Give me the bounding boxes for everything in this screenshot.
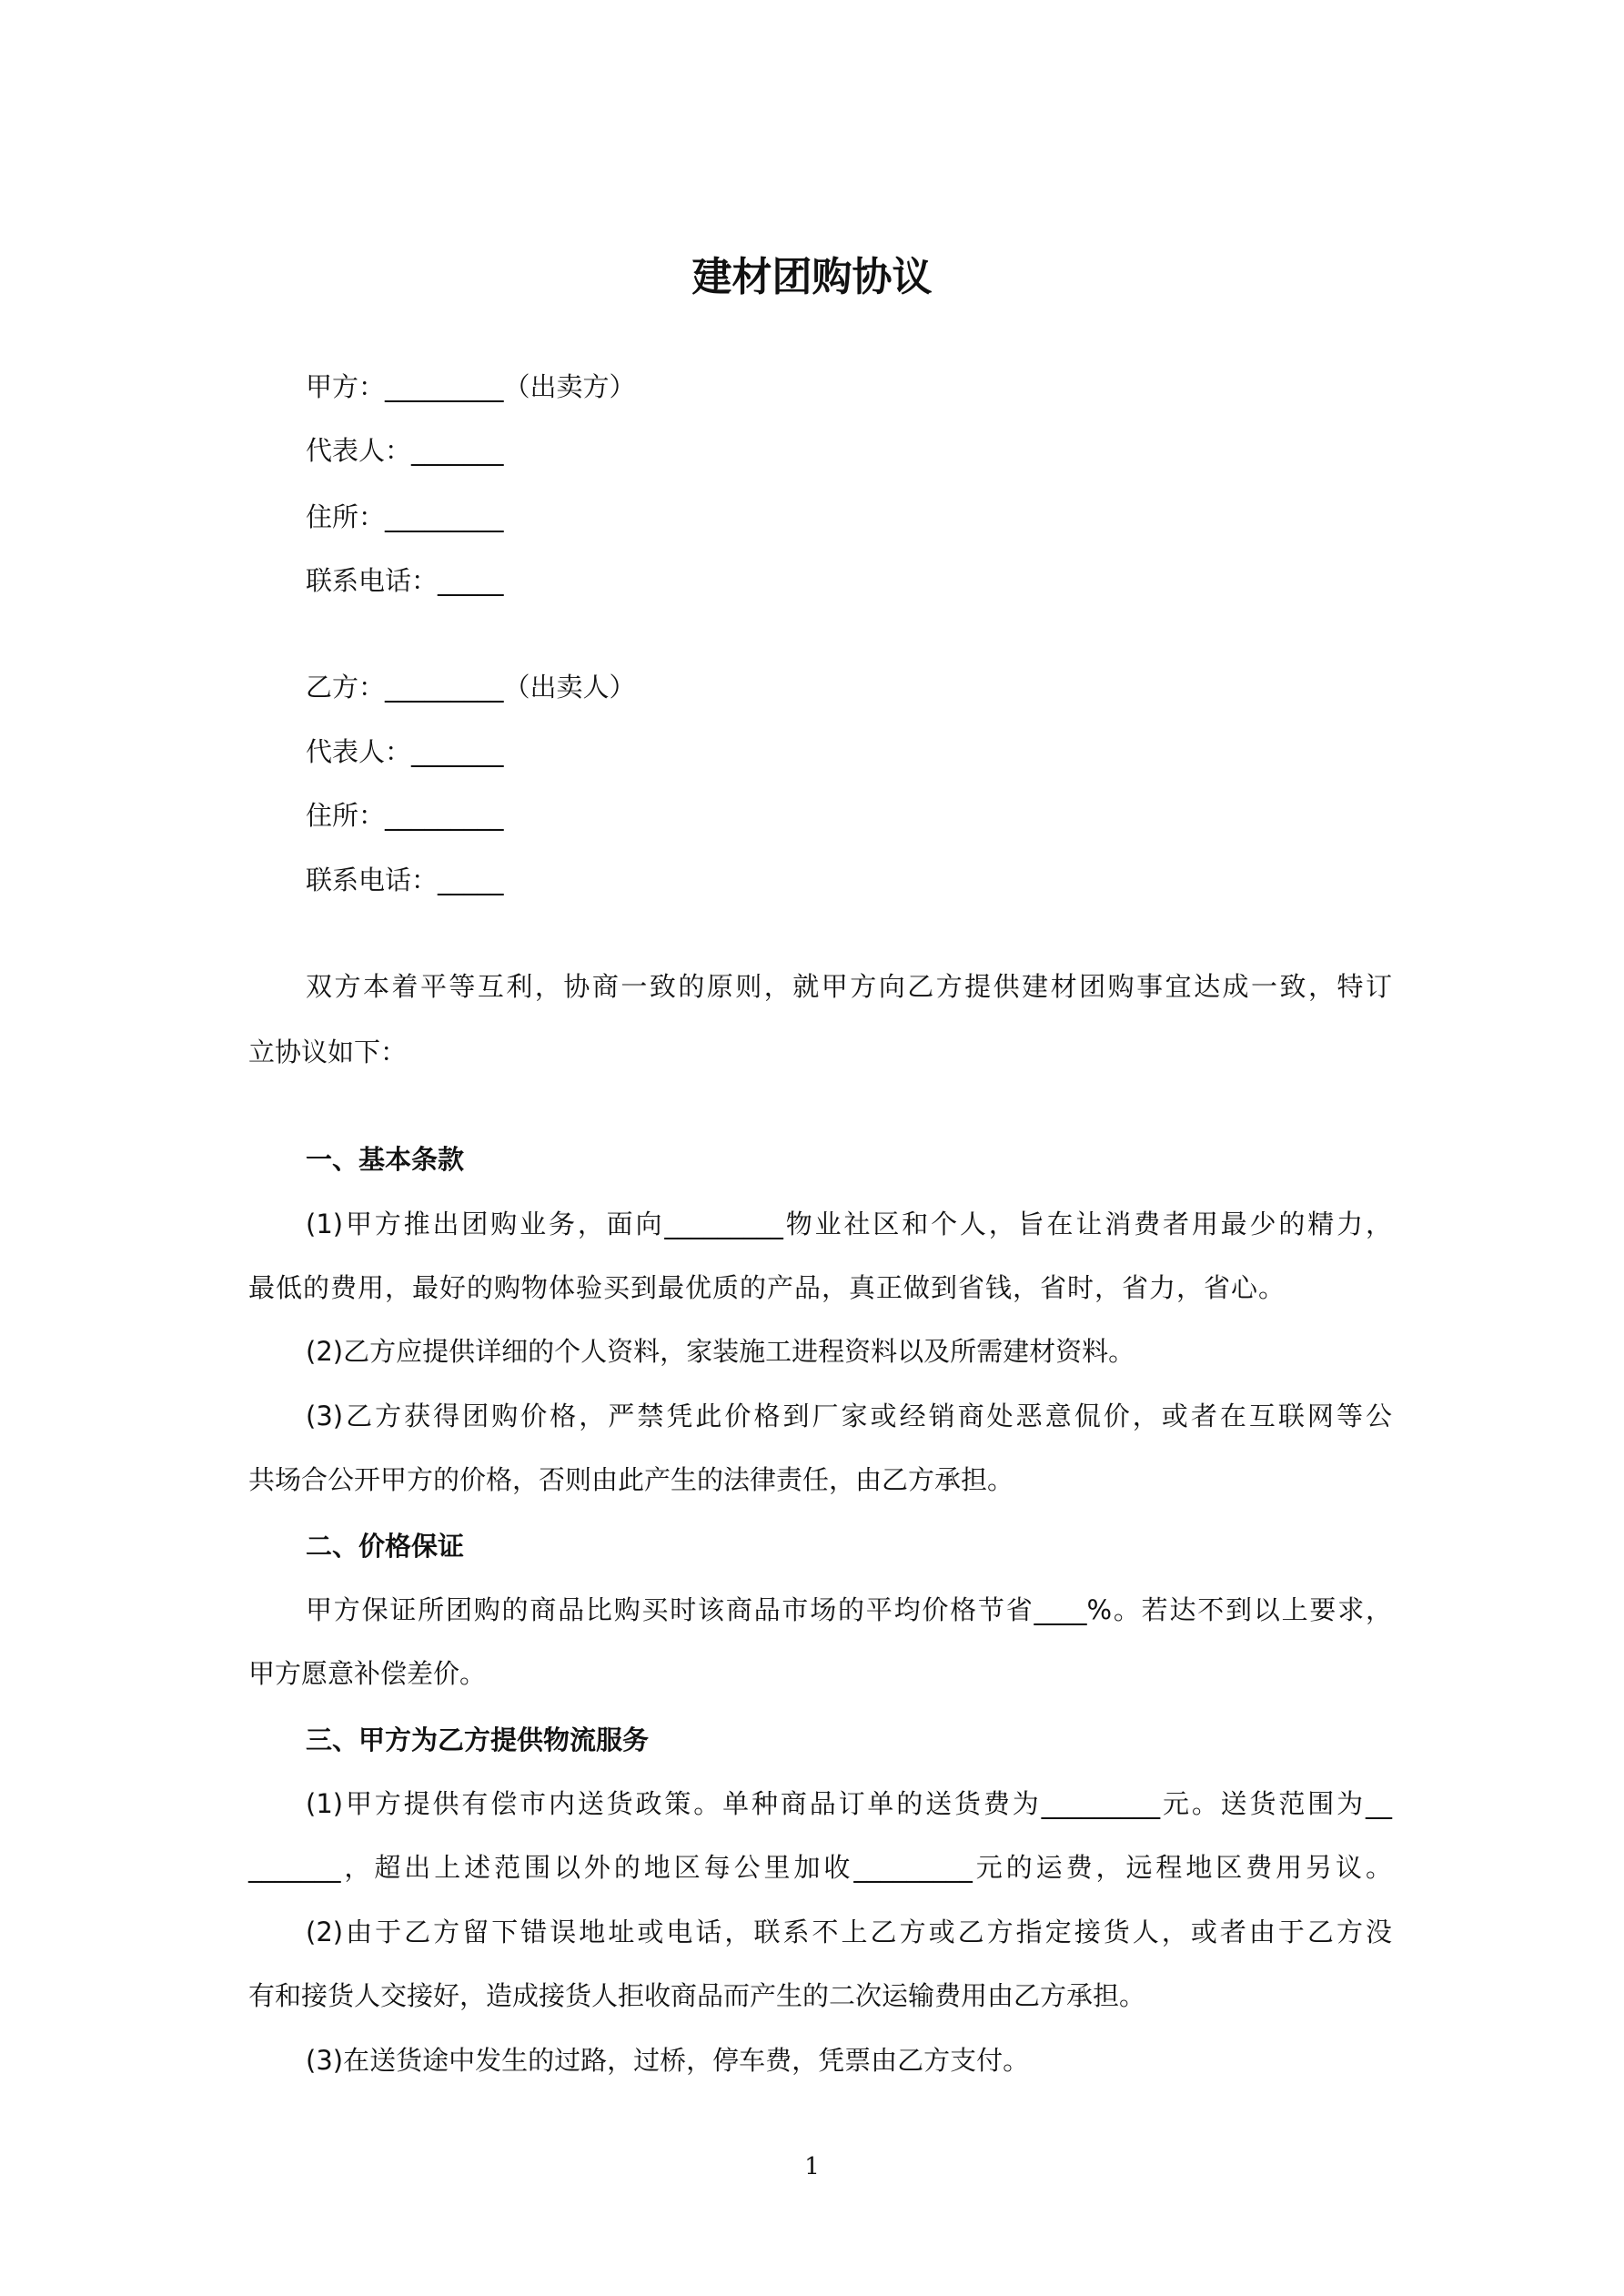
section-heading: 三、甲方为乙方提供物流服务: [306, 1725, 650, 1755]
page-number: 1: [804, 2153, 820, 2180]
party-a-phone: 联系电话：_____: [306, 565, 504, 596]
clause-line: 甲方愿意补偿差价。: [248, 1658, 487, 1689]
intro-line: 立协议如下：: [248, 1037, 408, 1067]
party-a-rep: 代表人：_______: [306, 435, 504, 466]
clause-line: _______，超出上述范围以外的地区每公里加收_________元的运费，远程地区费用另议。: [248, 1852, 1392, 1883]
clause-line: (1)甲方提供有偿市内送货政策。单种商品订单的送货费为_________元。送货范围为__: [306, 1788, 1392, 1819]
party-b-address: 住所：_________: [306, 800, 504, 831]
party-b-name: 乙方：_________（出卖人）: [306, 672, 636, 703]
intro-line: 双方本着平等互利，协商一致的原则，就甲方向乙方提供建材团购事宜达成一致，特订: [306, 971, 1392, 1002]
clause-line: (2)由于乙方留下错误地址或电话，联系不上乙方或乙方指定接货人，或者由于乙方没: [306, 1917, 1392, 1947]
clause-line: 共场合公开甲方的价格，否则由此产生的法律责任，由乙方承担。: [248, 1464, 1014, 1495]
clause-line: 甲方保证所团购的商品比购买时该商品市场的平均价格节省____%。若达不到以上要求，: [306, 1594, 1392, 1625]
clause-line: 有和接货人交接好，造成接货人拒收商品而产生的二次运输费用由乙方承担。: [248, 1980, 1146, 2011]
party-b-phone: 联系电话：_____: [306, 865, 504, 895]
clause-line: (2)乙方应提供详细的个人资料，家装施工进程资料以及所需建材资料。: [306, 1336, 1135, 1367]
clause-line: 最低的费用，最好的购物体验买到最优质的产品，真正做到省钱，省时，省力，省心。: [248, 1272, 1286, 1303]
clause-line: (1)甲方推出团购业务，面向_________物业社区和个人，旨在让消费者用最少的精力，: [306, 1209, 1392, 1239]
section-heading: 二、价格保证: [306, 1531, 465, 1562]
party-a-name: 甲方：_________（出卖方）: [306, 371, 636, 402]
section-heading: 一、基本条款: [306, 1144, 465, 1175]
clause-line: (3)乙方获得团购价格，严禁凭此价格到厂家或经销商处恶意侃价，或者在互联网等公: [306, 1401, 1392, 1431]
party-b-rep: 代表人：_______: [306, 736, 504, 767]
clause-line: (3)在送货途中发生的过路，过桥，停车费，凭票由乙方支付。: [306, 2045, 1030, 2076]
document-title: 建材团购协议: [691, 254, 933, 300]
party-a-address: 住所：_________: [306, 501, 504, 532]
